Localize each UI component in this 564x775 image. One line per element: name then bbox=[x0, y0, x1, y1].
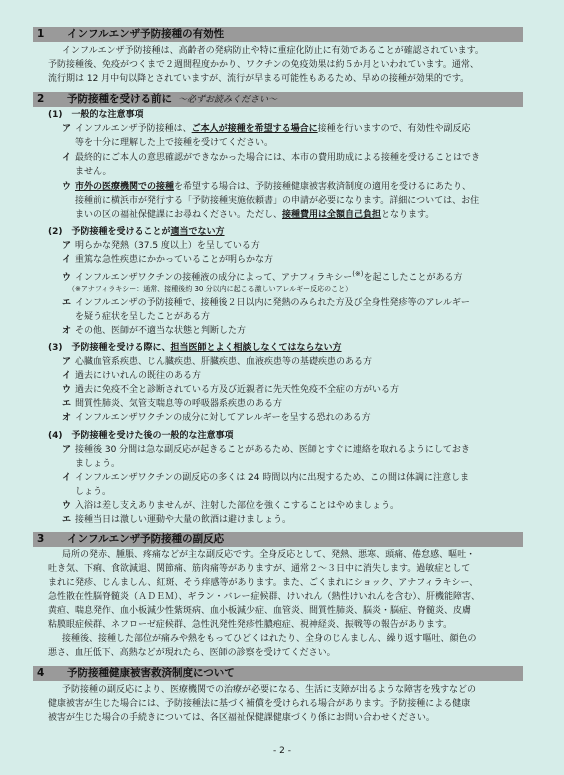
emphasis-text: 市外の医療機関での接種 bbox=[75, 182, 175, 192]
item-text: インフルエンザの予防接種で、接種後２日以内に発熱のみられた方及び全身性発疹等のアレルギー bbox=[75, 298, 470, 308]
section-3-header bbox=[33, 532, 523, 547]
item-text: インフルエンザ予防接種は、 bbox=[75, 124, 192, 134]
item-text: 入浴は差し支えありませんが、注射した部位を強くこすることはやめましょう。 bbox=[75, 501, 400, 511]
paragraph-line: 悪さ、血圧低下、高熱などが現れたら、医師の診察を受けてください。 bbox=[48, 648, 336, 658]
list-item bbox=[62, 356, 372, 369]
item-text: となります。 bbox=[381, 210, 435, 220]
page-number: - 2 - bbox=[273, 746, 291, 756]
item-marker: ア bbox=[62, 241, 72, 251]
paragraph-line: 吐き気、下痢、食欲減退、関節痛、筋肉痛等がありますが、通常２～３日中に消失します。過敏症として bbox=[48, 564, 471, 574]
list-item bbox=[62, 398, 282, 411]
section-4-header bbox=[33, 666, 523, 681]
item-text: を起こしたことがある方 bbox=[363, 273, 463, 283]
paragraph-line: 粘膜眼症候群、ネフローゼ症候群、急性汎発性発疹性膿疱症、視神経炎、振戦等の報告があります。 bbox=[48, 620, 453, 630]
list-item bbox=[62, 297, 470, 310]
item-marker: ア bbox=[62, 445, 72, 455]
list-item bbox=[62, 152, 480, 165]
item-marker: ウ bbox=[62, 385, 72, 395]
section-number: 2 bbox=[37, 93, 45, 105]
item-text: その他、医師が不適当な状態と判断した方 bbox=[75, 326, 247, 336]
section-number: 4 bbox=[37, 667, 45, 679]
footnote-marker: (※) bbox=[352, 270, 364, 278]
section-title: 予防接種を受ける前に bbox=[67, 93, 172, 105]
list-item bbox=[62, 254, 273, 267]
item-marker: オ bbox=[62, 413, 72, 423]
paragraph-line: 予防接種後、免疫がつくまで２週間程度かかり、ワクチンの免疫効果は約５か月といわれています。通常、 bbox=[48, 60, 479, 70]
item-text: 心臓血管系疾患、じん臓疾患、肝臓疾患、血液疾患等の基礎疾患のある方 bbox=[75, 357, 373, 367]
item-text: インフルエンザワクチンの成分に対してアレルギーを呈する恐れのある方 bbox=[75, 413, 371, 423]
emphasis-text: ご本人が接種を希望する場合に bbox=[191, 124, 318, 134]
item-text: インフルエンザワクチンの接種液の成分によって、アナフィラキシー bbox=[75, 273, 353, 283]
subsection-title: (1) 一般的な注意事項 bbox=[48, 110, 144, 120]
item-text: 重篤な急性疾患にかかっていることが明らかな方 bbox=[75, 255, 274, 265]
item-text: 接種を行いますので、有効性や副反応 bbox=[317, 124, 471, 134]
list-item bbox=[62, 514, 291, 527]
section-title: インフルエンザ予防接種の副反応 bbox=[67, 533, 225, 545]
list-item bbox=[62, 181, 471, 194]
item-text: を希望する場合は、予防接種健康被害救済制度の適用を受けるにあたり、 bbox=[174, 182, 472, 192]
list-item bbox=[62, 325, 246, 338]
paragraph-line: 急性散在性脳脊髄炎（ＡＤＥＭ）、ギラン・バレー症候群、けいれん（熱性けいれんを含む）、肝機能障害、 bbox=[48, 592, 481, 602]
item-marker: エ bbox=[62, 399, 72, 409]
list-item-continued: ません。 bbox=[75, 167, 112, 177]
list-item-continued bbox=[75, 209, 434, 222]
emphasis-text: 担当医師とよく相談しなくてはならない方 bbox=[170, 343, 342, 353]
item-marker: ウ bbox=[62, 501, 72, 511]
item-text: 最終的にご本人の意思確認ができなかった場合には、本市の費用助成による接種を受けることはでき bbox=[75, 153, 481, 163]
list-item bbox=[62, 500, 399, 513]
emphasis-text: 適当でない方 bbox=[170, 227, 225, 237]
item-text: インフルエンザワクチンの副反応の多くは 24 時間以内に出現するため、この間は体調に注意しま bbox=[75, 473, 470, 483]
paragraph-line: 予防接種の副反応により、医療機関での治療が必要になる、生活に支障が出るような障害を残すなどの bbox=[62, 685, 477, 695]
item-text: 過去に免疫不全と診断されている方及び近親者に先天性免疫不全症の方がいる方 bbox=[75, 385, 400, 395]
subsection-title-text: (3) 予防接種を受ける際に、 bbox=[48, 343, 171, 353]
list-item-continued: 等を十分に理解した上で接種を受けてください。 bbox=[75, 138, 274, 148]
list-item-continued: ましょう。 bbox=[75, 459, 121, 469]
section-number: 1 bbox=[37, 28, 45, 40]
item-marker: ア bbox=[62, 124, 72, 134]
section-title: インフルエンザ予防接種の有効性 bbox=[67, 28, 225, 40]
section-title: 予防接種健康被害救済制度について bbox=[67, 667, 235, 679]
item-marker: オ bbox=[62, 326, 72, 336]
item-text: 接種後 30 分間は急な副反応が起きることがあるため、医師とすぐに連絡を取れるようにしておき bbox=[75, 445, 470, 455]
paragraph-line: 局所の発赤、腫脹、疼痛などが主な副反応です。全身反応として、発熱、悪寒、頭痛、倦怠感、嘔吐・ bbox=[62, 550, 476, 560]
list-item bbox=[62, 123, 471, 136]
item-marker: エ bbox=[62, 298, 72, 308]
item-text: 明らかな発熱（37.5 度以上）を呈している方 bbox=[75, 241, 260, 251]
paragraph-line: 健康被害が生じた場合には、予防接種法に基づく補償を受けられる場合があります。予防接種による健康 bbox=[48, 699, 471, 709]
item-marker: イ bbox=[62, 371, 72, 381]
section-2-header bbox=[33, 92, 523, 107]
section-note: ～必ずお読みください～ bbox=[178, 95, 278, 105]
list-item bbox=[62, 370, 201, 383]
list-item bbox=[62, 240, 260, 253]
item-marker: イ bbox=[62, 473, 72, 483]
item-marker: イ bbox=[62, 153, 72, 163]
list-item bbox=[62, 384, 399, 397]
section-number: 3 bbox=[37, 533, 45, 545]
paragraph-line: 被害が生じた場合の手続きについては、各区福祉保健課健康づくり係にお問い合わせください。 bbox=[48, 713, 435, 723]
item-text: まいの区の福祉保健課にお尋ねください。ただし、 bbox=[75, 210, 283, 220]
item-marker: イ bbox=[62, 255, 72, 265]
subsection-title bbox=[48, 226, 225, 239]
paragraph-line: 接種後、接種した部位が痛みや熱をもってひどくはれたり、全身のじんましん、繰り返す嘔吐、顔色の bbox=[62, 634, 477, 644]
paragraph-line: 黄疸、喘息発作、血小板減少性紫斑病、血小板減少症、血管炎、間質性肺炎、脳炎・脳症、脊髄炎、皮膚 bbox=[48, 606, 472, 616]
list-item-continued: 接種前に横浜市が発行する「予防接種実施依頼書」の申請が必要になります。詳細については、お住 bbox=[75, 196, 480, 206]
item-text: 過去にけいれんの既往のある方 bbox=[75, 371, 202, 381]
emphasis-text: 接種費用は全額自己負担 bbox=[282, 210, 382, 220]
item-marker: エ bbox=[62, 515, 72, 525]
paragraph-line: まれに発疹、じんましん、紅斑、そう痒感等があります。また、ごくまれにショック、アナフィラキシー、 bbox=[48, 578, 479, 588]
footnote: （※アナフィラキシー：通常、接種後約 30 分以内に起こる激しいアレルギー反応のこと） bbox=[68, 285, 353, 293]
subsection-title: (4) 予防接種を受けた後の一般的な注意事項 bbox=[48, 431, 234, 441]
item-text: 間質性肺炎、気管支喘息等の呼吸器系疾患のある方 bbox=[75, 399, 283, 409]
list-item bbox=[62, 412, 371, 425]
item-marker: ウ bbox=[62, 273, 72, 283]
paragraph-line: 流行期は 12 月中旬以降とされていますが、流行が早まる可能性もあるため、早めの接種が効果的です。 bbox=[48, 74, 470, 84]
list-item bbox=[62, 472, 469, 485]
list-item bbox=[62, 444, 470, 457]
item-text: 接種当日は激しい運動や大量の飲酒は避けましょう。 bbox=[75, 515, 292, 525]
item-marker: ウ bbox=[62, 182, 72, 192]
list-item-continued: しょう。 bbox=[75, 487, 112, 497]
subsection-title bbox=[48, 342, 342, 355]
subsection-title-text: (2) 予防接種を受けることが bbox=[48, 227, 171, 237]
section-1-header bbox=[33, 27, 523, 42]
item-marker: ア bbox=[62, 357, 72, 367]
list-item-continued: を疑う症状を呈したことがある方 bbox=[75, 312, 211, 322]
paragraph-line: インフルエンザ予防接種は、高齢者の発病防止や特に重症化防止に有効であることが確認されています。 bbox=[62, 46, 484, 56]
